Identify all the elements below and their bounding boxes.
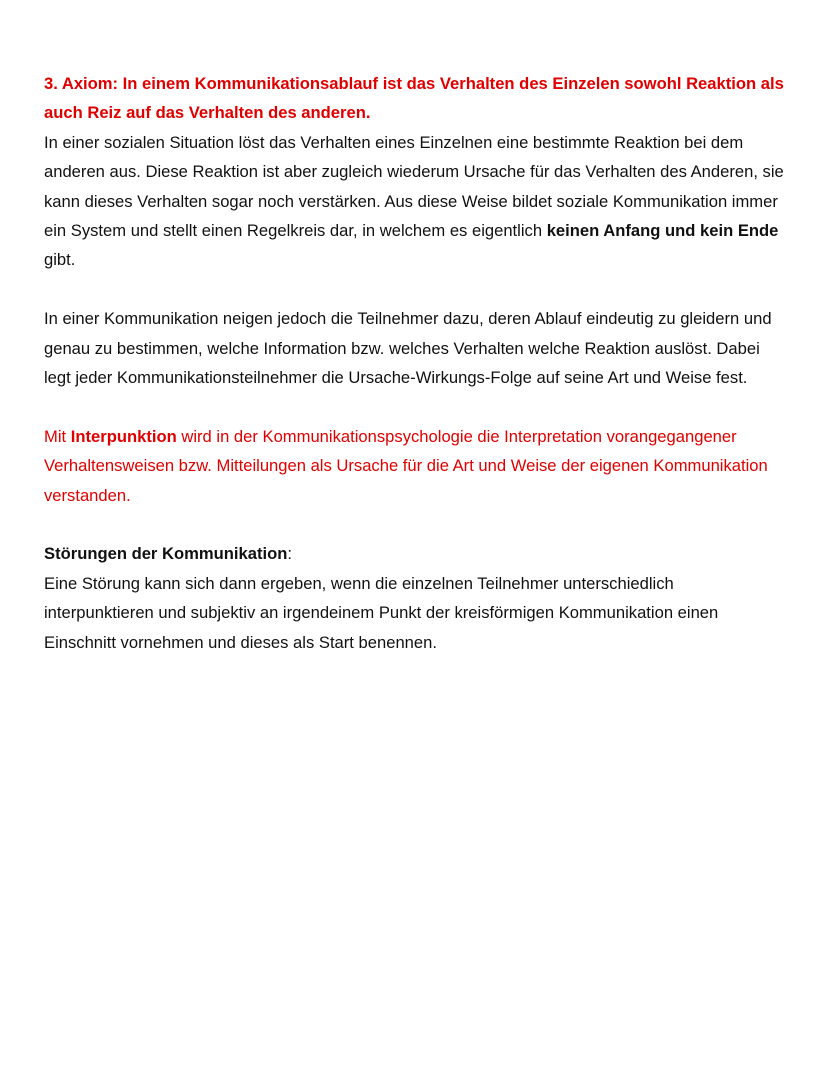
spacer (44, 392, 788, 421)
disturbance-heading-colon: : (287, 544, 293, 564)
axiom-paragraph (44, 128, 788, 275)
definition-text: wird in der Kommunikationspsychologie die Interpretation vorangegangener Verhaltensweisen bzw. Mitteilungen als Ursache für die Art und Weise der eigenen Kommunikation verstanden. (44, 426, 768, 505)
axiom-paragraph-emphasis: keinen Anfang und kein Ende (546, 221, 779, 241)
interpunktion-definition (44, 422, 788, 510)
axiom-paragraph-text: In einer sozialen Situation löst das Verhalten eines Einzelnen eine bestimmte Reaktion bei dem anderen aus. Diese Reaktion ist aber zugleich wiederum Ursache für das Verhalten des Anderen, sie kann dieses Verhalten sogar noch verstärken. Aus diese Weise bildet soziale Kommunikation immer ein System und stellt einen Regelkreis dar, in welchem es eigentlich (44, 132, 784, 241)
axiom-heading: 3. Axiom: In einem Kommunikationsablauf ist das Verhalten des Einzelen sowohl Reaktion als auch Reiz auf das Verhalten des anderen. (44, 74, 784, 123)
spacer (44, 275, 788, 304)
punctuation-paragraph: In einer Kommunikation neigen jedoch die Teilnehmer dazu, deren Ablauf eindeutig zu gleidern und genau zu bestimmen, welche Information bzw. welches Verhalten welche Reaktion auslöst. Dabei legt jeder Kommunikationsteilnehmer die Ursache-Wirkungs-Folge auf seine Art und Weise fest. (44, 309, 772, 388)
definition-prefix: Mit (44, 426, 71, 446)
spacer (44, 510, 788, 539)
definition-term: Interpunktion (70, 426, 177, 446)
disturbance-heading: Störungen der Kommunikation (44, 544, 288, 564)
axiom-paragraph-end: gibt. (44, 250, 76, 270)
disturbance-heading-line (44, 539, 788, 568)
disturbance-paragraph: Eine Störung kann sich dann ergeben, wenn die einzelnen Teilnehmer unterschiedlich interpunktieren und subjektiv an irgendeinem Punkt der kreisförmigen Kommunikation einen Einschnitt vornehmen und dieses als Start benennen. (44, 573, 719, 652)
